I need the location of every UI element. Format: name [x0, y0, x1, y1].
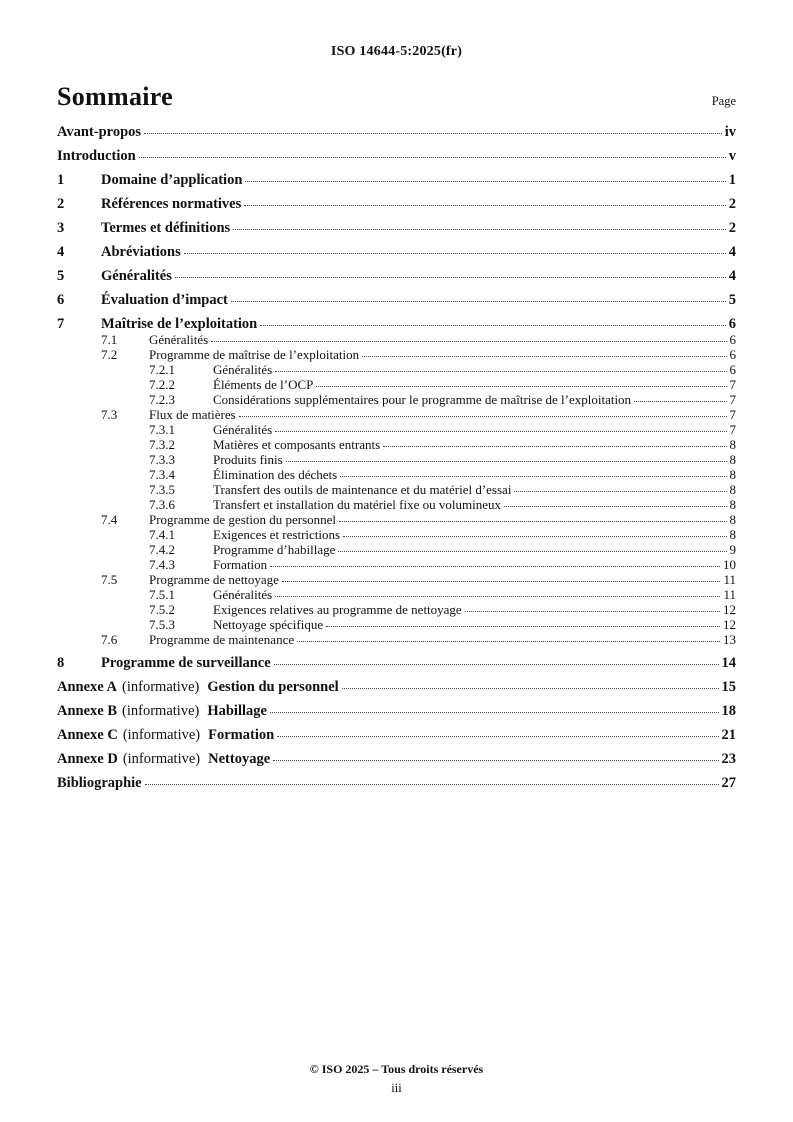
toc-entry[interactable]	[57, 268, 736, 284]
entry-label: Formation	[208, 727, 275, 743]
toc-entry[interactable]	[57, 292, 736, 308]
dot-leader	[145, 784, 719, 785]
entry-label: Évaluation d’impact	[101, 292, 228, 308]
entry-label: Bibliographie	[57, 775, 142, 791]
entry-page: 8	[729, 497, 736, 512]
entry-page: 6	[729, 362, 736, 377]
dot-leader	[270, 566, 720, 567]
dot-leader	[144, 133, 722, 134]
entry-label: Domaine d’application	[101, 172, 243, 188]
entry-page: 23	[721, 751, 736, 767]
dot-leader	[273, 760, 718, 761]
entry-label: Matières et composants entrants	[213, 437, 381, 452]
page-footer	[0, 1062, 793, 1096]
toc-title: Sommaire	[57, 82, 174, 111]
entry-number: 2	[57, 196, 65, 212]
entry-number: 7.3.6	[149, 497, 175, 512]
toc-entry[interactable]	[57, 362, 736, 377]
entry-annex-qualifier: (informative)	[122, 679, 200, 695]
dot-leader	[342, 688, 719, 689]
entry-annex-qualifier: (informative)	[122, 703, 200, 719]
entry-label: Flux de matières	[149, 407, 236, 422]
entry-page: 8	[729, 512, 736, 527]
entry-page: 2	[728, 220, 736, 236]
dot-leader	[383, 446, 726, 447]
dot-leader	[211, 341, 726, 342]
entry-label: Nettoyage	[208, 751, 271, 767]
toc-entry[interactable]	[57, 542, 736, 557]
toc-entry[interactable]	[57, 196, 736, 212]
entry-label: Exigences et restrictions	[213, 527, 341, 542]
dot-leader	[338, 551, 726, 552]
entry-number: 6	[57, 292, 65, 308]
entry-label: Généralités	[213, 362, 273, 377]
entry-label: Généralités	[101, 268, 172, 284]
entry-number: 7.5.2	[149, 602, 175, 617]
toc-entry[interactable]	[57, 332, 736, 347]
entry-annex-prefix: Annexe A	[57, 679, 118, 695]
entry-annex-prefix: Annexe C	[57, 727, 118, 743]
dot-leader	[514, 491, 726, 492]
entry-label: Abréviations	[101, 244, 181, 260]
toc-entry[interactable]	[57, 467, 736, 482]
entry-label: Généralités	[149, 332, 209, 347]
dot-leader	[233, 229, 726, 230]
entry-label: Programme de maîtrise de l’exploitation	[149, 347, 360, 362]
toc-entry[interactable]	[57, 512, 736, 527]
entry-label: Généralités	[213, 422, 273, 437]
toc-entry[interactable]	[57, 587, 736, 602]
entry-number: 7.2.3	[149, 392, 175, 407]
entry-number: 7.3.4	[149, 467, 175, 482]
entry-number: 7.5.3	[149, 617, 175, 632]
toc-entry[interactable]	[57, 452, 736, 467]
dot-leader	[465, 611, 720, 612]
toc-entry[interactable]	[57, 497, 736, 512]
entry-number: 7.5.1	[149, 587, 175, 602]
entry-number: 8	[57, 655, 65, 671]
toc-entry[interactable]	[57, 244, 736, 260]
dot-leader	[270, 712, 719, 713]
toc-entry[interactable]	[57, 751, 736, 767]
dot-leader	[231, 301, 726, 302]
entry-page: 8	[729, 527, 736, 542]
entry-number: 7.4.1	[149, 527, 175, 542]
dot-leader	[326, 626, 720, 627]
dot-leader	[175, 277, 726, 278]
entry-page: 7	[729, 407, 736, 422]
entry-number: 7.4	[101, 512, 118, 527]
entry-annex-prefix: Annexe D	[57, 751, 118, 767]
toc-entry[interactable]	[57, 527, 736, 542]
entry-number: 7	[57, 316, 65, 332]
entry-annex-prefix: Annexe B	[57, 703, 118, 719]
toc-entry[interactable]	[57, 316, 736, 332]
document-reference: ISO 14644-5:2025(fr)	[330, 44, 463, 59]
copyright-notice: © ISO 2025 – Tous droits réservés	[309, 1062, 484, 1076]
entry-label: Éléments de l’OCP	[213, 377, 314, 392]
entry-number: 1	[57, 172, 65, 188]
toc-entry[interactable]	[57, 727, 736, 743]
page-column-label: Page	[711, 94, 736, 108]
entry-page: 15	[721, 679, 736, 695]
entry-label: Termes et définitions	[101, 220, 231, 236]
entry-page: 4	[728, 244, 736, 260]
entry-number: 3	[57, 220, 65, 236]
toc-entry[interactable]	[57, 377, 736, 392]
entry-page: 27	[721, 775, 736, 791]
toc-entries	[57, 124, 736, 791]
toc-entry[interactable]	[57, 347, 736, 362]
entry-page: 8	[729, 437, 736, 452]
entry-label: Programme de maintenance	[149, 632, 295, 647]
toc-entry[interactable]	[57, 392, 736, 407]
toc-entry[interactable]	[57, 632, 736, 647]
entry-annex-qualifier: (informative)	[122, 727, 201, 743]
dot-leader	[239, 416, 727, 417]
dot-leader	[245, 181, 725, 182]
toc-header	[57, 82, 736, 112]
entry-number: 7.3.3	[149, 452, 175, 467]
entry-label: Formation	[213, 557, 268, 572]
entry-label: Références normatives	[101, 196, 242, 212]
entry-page: 6	[729, 347, 736, 362]
entry-page: 2	[728, 196, 736, 212]
entry-page: 11	[723, 572, 736, 587]
dot-leader	[286, 461, 727, 462]
entry-label: Transfert et installation du matériel fixe ou volumineux	[213, 497, 501, 512]
toc-entry[interactable]	[57, 172, 736, 188]
dot-leader	[139, 157, 726, 158]
entry-number: 7.3.5	[149, 482, 175, 497]
entry-number: 7.3	[101, 407, 118, 422]
dot-leader	[274, 664, 719, 665]
entry-page: 1	[728, 172, 736, 188]
entry-number: 5	[57, 268, 65, 284]
entry-page: 14	[721, 655, 736, 671]
entry-label: Transfert des outils de maintenance et du matériel d’essai	[213, 482, 512, 497]
dot-leader	[282, 581, 721, 582]
dot-leader	[504, 506, 727, 507]
toc-entry[interactable]	[57, 437, 736, 452]
toc-entry[interactable]	[57, 407, 736, 422]
entry-page: 9	[729, 542, 736, 557]
entry-page: 21	[721, 727, 736, 743]
entry-label: Considérations supplémentaires pour le programme de maîtrise de l’exploitation	[213, 392, 632, 407]
entry-label: Maîtrise de l’exploitation	[101, 316, 258, 332]
entry-number: 7.4.3	[149, 557, 175, 572]
entry-number: 7.5	[101, 572, 118, 587]
toc-entry[interactable]	[57, 679, 736, 695]
entry-page: 8	[729, 482, 736, 497]
toc-entry[interactable]	[57, 220, 736, 236]
toc-entry[interactable]	[57, 602, 736, 617]
entry-page: 8	[729, 467, 736, 482]
dot-leader	[275, 371, 726, 372]
toc-entry[interactable]	[57, 655, 736, 671]
entry-label: Produits finis	[213, 452, 283, 467]
entry-page: 12	[723, 602, 736, 617]
entry-annex-qualifier: (informative)	[122, 751, 201, 767]
entry-page: 10	[723, 557, 736, 572]
dot-leader	[339, 521, 726, 522]
toc-entry[interactable]	[57, 124, 736, 140]
toc-entry[interactable]	[57, 703, 736, 719]
toc-entry[interactable]	[57, 148, 736, 164]
toc-entry[interactable]	[57, 557, 736, 572]
toc-section	[57, 82, 736, 791]
entry-label: Introduction	[57, 148, 136, 164]
dot-leader	[275, 596, 720, 597]
page-number: iii	[391, 1081, 402, 1095]
entry-page: 18	[721, 703, 736, 719]
entry-label: Programme de surveillance	[101, 655, 271, 671]
dot-leader	[277, 736, 718, 737]
entry-label: Exigences relatives au programme de nettoyage	[213, 602, 462, 617]
entry-number: 7.2.2	[149, 377, 175, 392]
dot-leader	[340, 476, 726, 477]
entry-label: Programme d’habillage	[213, 542, 336, 557]
entry-number: 7.6	[101, 632, 118, 647]
entry-page: 8	[729, 452, 736, 467]
entry-number: 7.1	[101, 332, 118, 347]
entry-page: 6	[729, 332, 736, 347]
dot-leader	[362, 356, 726, 357]
entry-page: 6	[728, 316, 736, 332]
entry-number: 7.3.2	[149, 437, 175, 452]
entry-label: Élimination des déchets	[213, 467, 338, 482]
entry-page: 7	[729, 392, 736, 407]
dot-leader	[260, 325, 725, 326]
toc-entry[interactable]	[57, 572, 736, 587]
entry-page: 11	[723, 587, 736, 602]
entry-label: Nettoyage spécifique	[213, 617, 324, 632]
entry-number: 4	[57, 244, 65, 260]
entry-number: 7.3.1	[149, 422, 175, 437]
dot-leader	[184, 253, 726, 254]
entry-number: 7.2.1	[149, 362, 175, 377]
entry-label: Habillage	[207, 703, 267, 719]
toc-entry[interactable]	[57, 482, 736, 497]
dot-leader	[244, 205, 726, 206]
toc-entry[interactable]	[57, 422, 736, 437]
entry-label: Avant-propos	[57, 124, 142, 140]
dot-leader	[316, 386, 726, 387]
toc-entry[interactable]	[57, 617, 736, 632]
entry-label: Gestion du personnel	[207, 679, 339, 695]
entry-label: Généralités	[213, 587, 273, 602]
entry-page: 7	[729, 422, 736, 437]
entry-page: 12	[723, 617, 736, 632]
entry-label: Programme de gestion du personnel	[149, 512, 337, 527]
toc-entry[interactable]	[57, 775, 736, 791]
entry-page: 13	[723, 632, 736, 647]
dot-leader	[275, 431, 726, 432]
entry-label: Programme de nettoyage	[149, 572, 279, 587]
entry-page: 7	[729, 377, 736, 392]
dot-leader	[634, 401, 726, 402]
dot-leader	[343, 536, 726, 537]
entry-page: v	[728, 148, 736, 164]
entry-number: 7.4.2	[149, 542, 175, 557]
entry-page: 4	[728, 268, 736, 284]
entry-page: 5	[728, 292, 736, 308]
dot-leader	[297, 641, 720, 642]
entry-number: 7.2	[101, 347, 118, 362]
entry-page: iv	[724, 124, 736, 140]
